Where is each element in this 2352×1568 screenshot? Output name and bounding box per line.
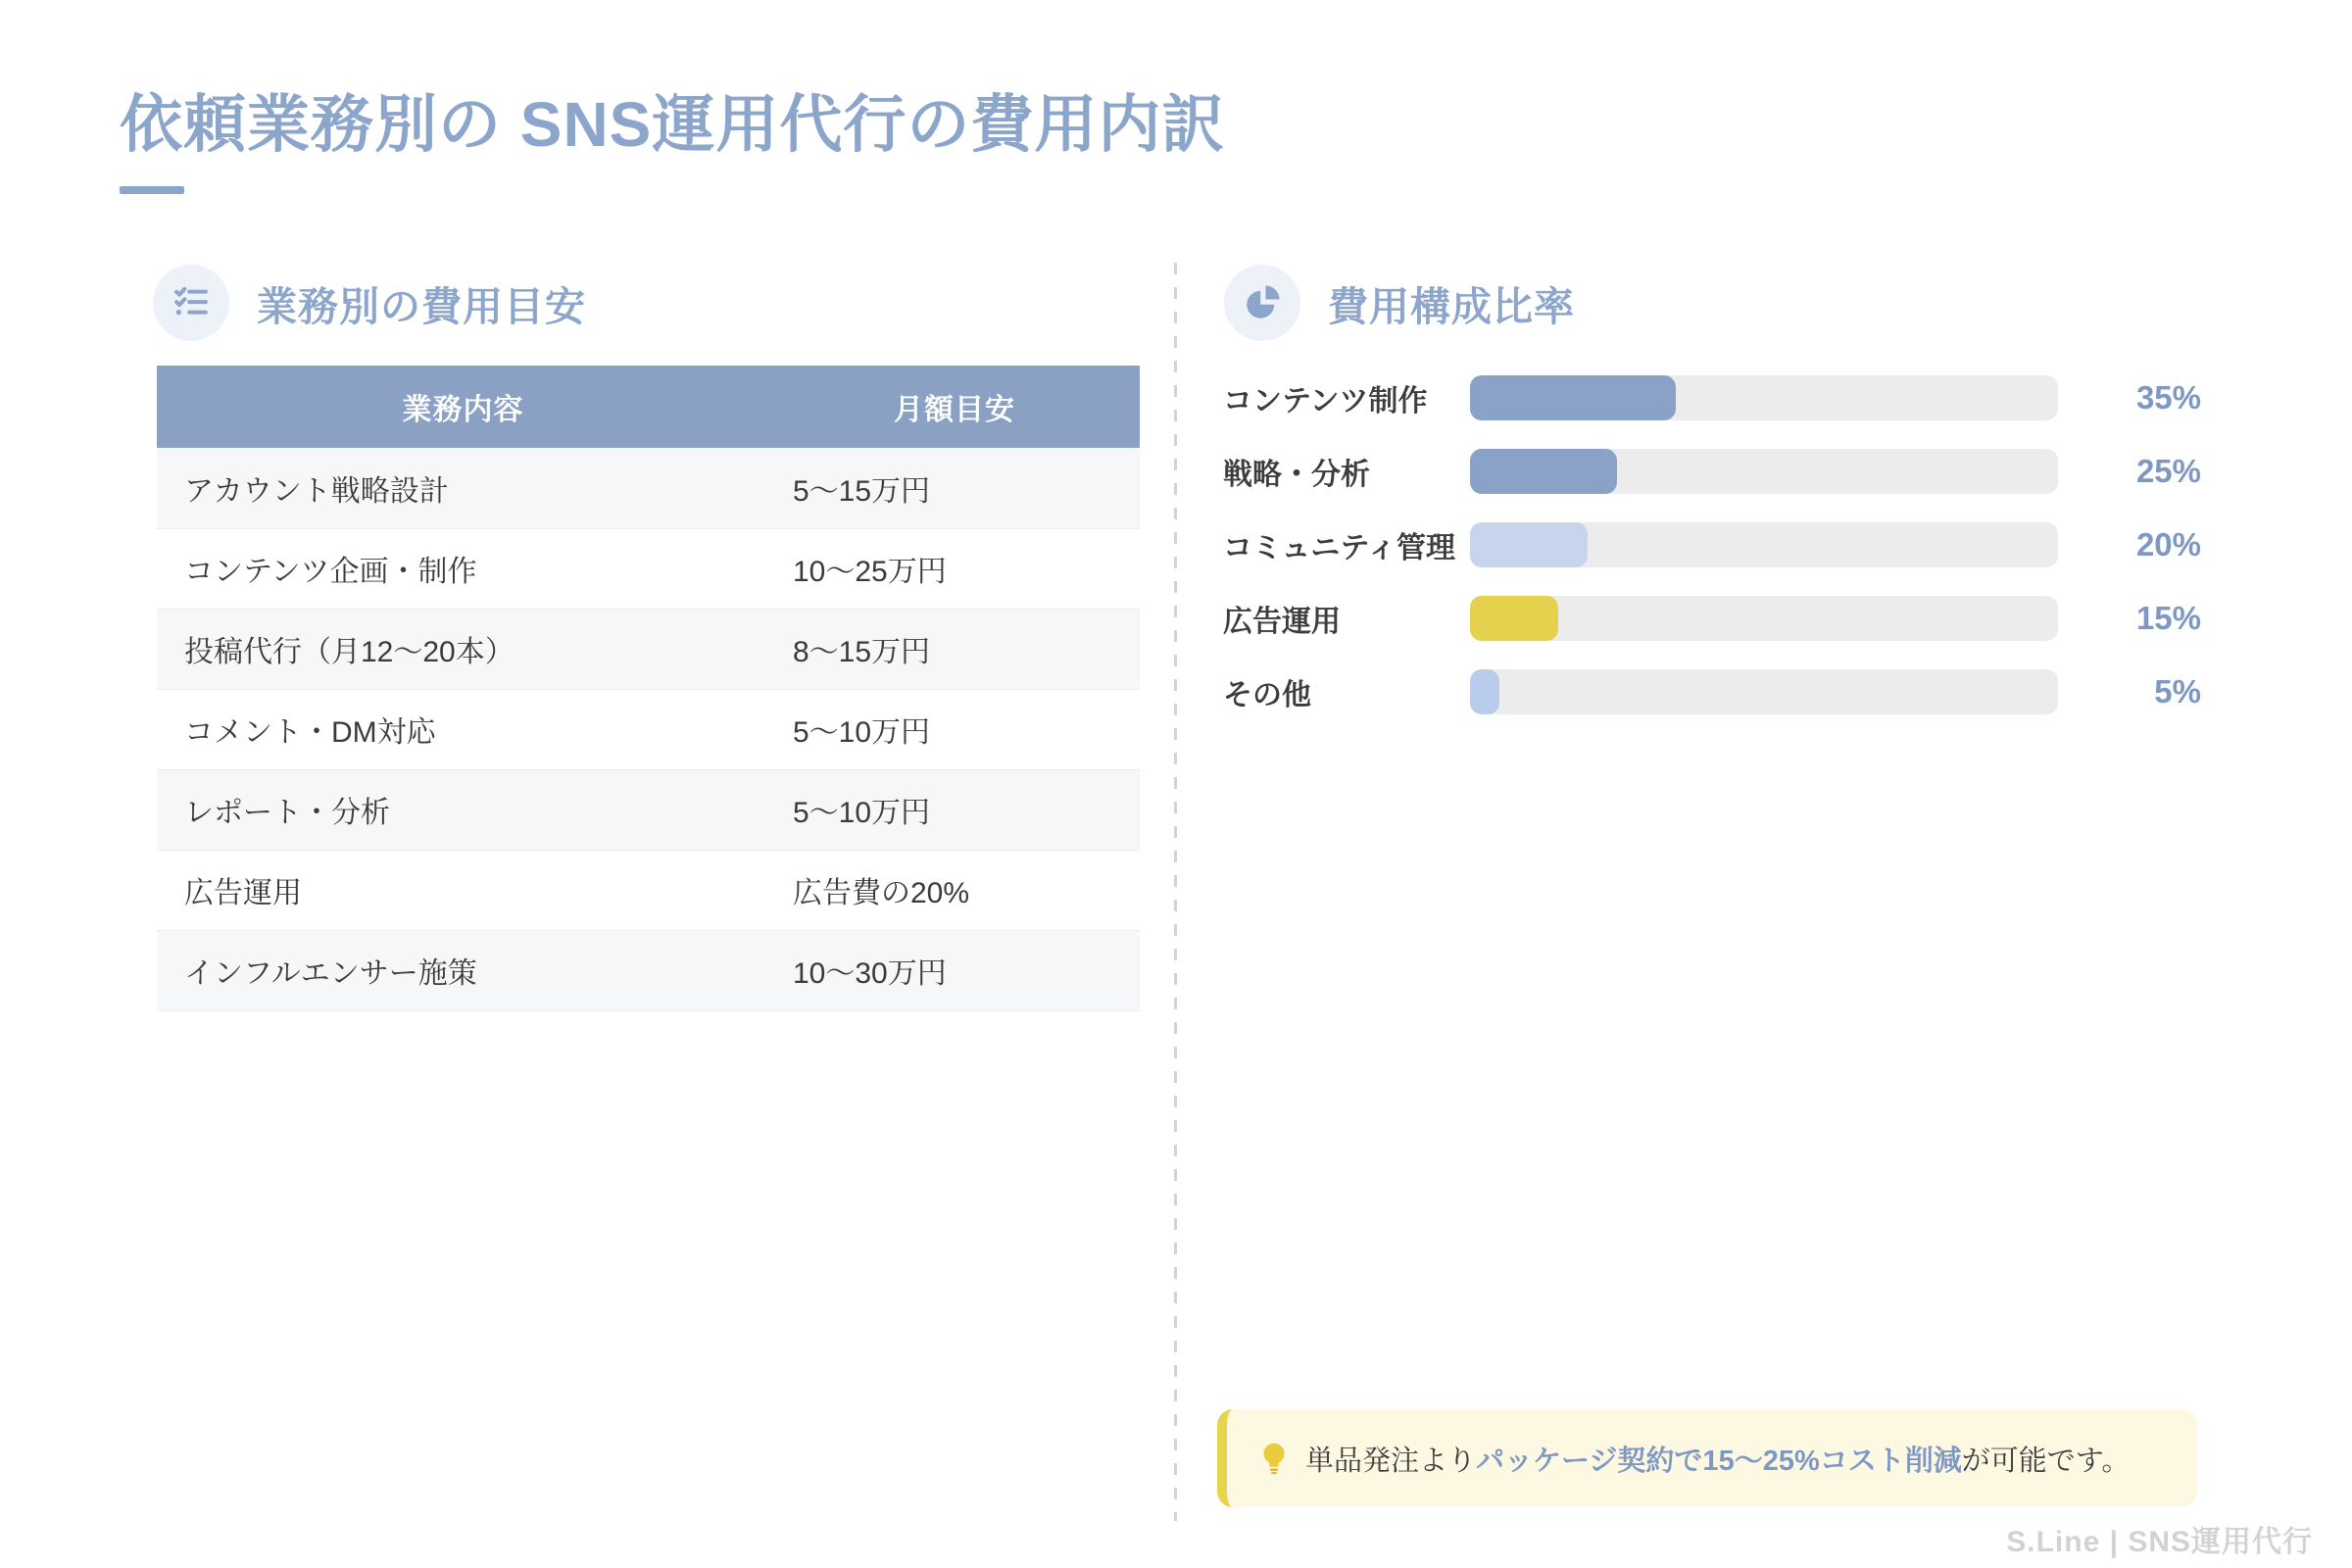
table-header-row bbox=[157, 366, 1140, 448]
cost-ratio-chart bbox=[1223, 361, 2201, 728]
section-header-cost-ratio bbox=[1224, 265, 1575, 341]
price-cell: 10〜25万円 bbox=[769, 528, 1140, 609]
table-row bbox=[157, 528, 1140, 609]
bar-label: 広告運用 bbox=[1223, 605, 1341, 638]
task-cell: コンテンツ企画・制作 bbox=[157, 528, 769, 609]
section-title-cost-ratio: 費用構成比率 bbox=[1328, 283, 1575, 329]
table-row bbox=[157, 609, 1140, 689]
price-cell: 5〜10万円 bbox=[769, 689, 1140, 769]
task-cell: インフルエンサー施策 bbox=[157, 930, 769, 1010]
tip-note bbox=[1217, 1409, 2197, 1507]
table-row bbox=[157, 850, 1140, 930]
column-header-price: 月額目安 bbox=[769, 366, 1140, 448]
bar-track bbox=[1470, 449, 2058, 494]
section-title-cost-table: 業務別の費用目安 bbox=[257, 283, 586, 329]
bar-track bbox=[1470, 669, 2058, 714]
bar-track bbox=[1470, 375, 2058, 420]
bar-percent: 25% bbox=[2135, 452, 2201, 489]
page-title: 依頼業務別の SNS運用代行の費用内訳 bbox=[120, 89, 1226, 160]
task-cell: コメント・DM対応 bbox=[157, 689, 769, 769]
table-row bbox=[157, 769, 1140, 850]
table-row bbox=[157, 930, 1140, 1010]
checklist-icon bbox=[153, 265, 229, 341]
lightbulb-icon bbox=[1256, 1441, 1292, 1476]
bar-fill bbox=[1470, 596, 1558, 641]
bar-percent: 5% bbox=[2154, 672, 2201, 710]
table-row bbox=[157, 689, 1140, 769]
price-cell: 広告費の20% bbox=[769, 850, 1140, 930]
bar-row bbox=[1223, 434, 2201, 508]
table-row bbox=[157, 448, 1140, 528]
bar-percent: 15% bbox=[2135, 599, 2201, 636]
price-cell: 8〜15万円 bbox=[769, 609, 1140, 689]
bar-label: 戦略・分析 bbox=[1223, 458, 1370, 491]
tip-text-highlight: パッケージ契約で15〜25%コスト削減 bbox=[1476, 1445, 1962, 1477]
tip-text-suffix: が可能です。 bbox=[1961, 1445, 2131, 1477]
bar-label: その他 bbox=[1223, 678, 1311, 711]
bar-row bbox=[1223, 655, 2201, 728]
task-cell: 広告運用 bbox=[157, 850, 769, 930]
bar-label: コンテンツ制作 bbox=[1223, 384, 1428, 417]
vertical-divider bbox=[1174, 263, 1177, 1521]
section-header-cost-table bbox=[153, 265, 586, 341]
bar-label: コミュニティ管理 bbox=[1223, 531, 1455, 564]
price-cell: 10〜30万円 bbox=[769, 930, 1140, 1010]
title-underline bbox=[120, 186, 184, 194]
bar-percent: 35% bbox=[2135, 378, 2201, 416]
pie-chart-icon bbox=[1224, 265, 1300, 341]
tip-text bbox=[1305, 1439, 2130, 1479]
tip-text-prefix: 単品発注より bbox=[1305, 1445, 1477, 1477]
task-cell: 投稿代行（月12〜20本） bbox=[157, 609, 769, 689]
task-cell: レポート・分析 bbox=[157, 769, 769, 850]
task-cell: アカウント戦略設計 bbox=[157, 448, 769, 528]
bar-row bbox=[1223, 361, 2201, 434]
bar-fill bbox=[1470, 522, 1588, 567]
bar-fill bbox=[1470, 669, 1499, 714]
bar-fill bbox=[1470, 449, 1617, 494]
bar-row bbox=[1223, 581, 2201, 655]
footer-brand: S.Line | SNS運用代行 bbox=[2006, 1526, 2313, 1558]
column-header-task: 業務内容 bbox=[157, 366, 769, 448]
bar-track bbox=[1470, 596, 2058, 641]
bar-track bbox=[1470, 522, 2058, 567]
bar-percent: 20% bbox=[2135, 525, 2201, 563]
bar-row bbox=[1223, 508, 2201, 581]
bar-fill bbox=[1470, 375, 1676, 420]
cost-table bbox=[157, 366, 1140, 1011]
price-cell: 5〜15万円 bbox=[769, 448, 1140, 528]
price-cell: 5〜10万円 bbox=[769, 769, 1140, 850]
